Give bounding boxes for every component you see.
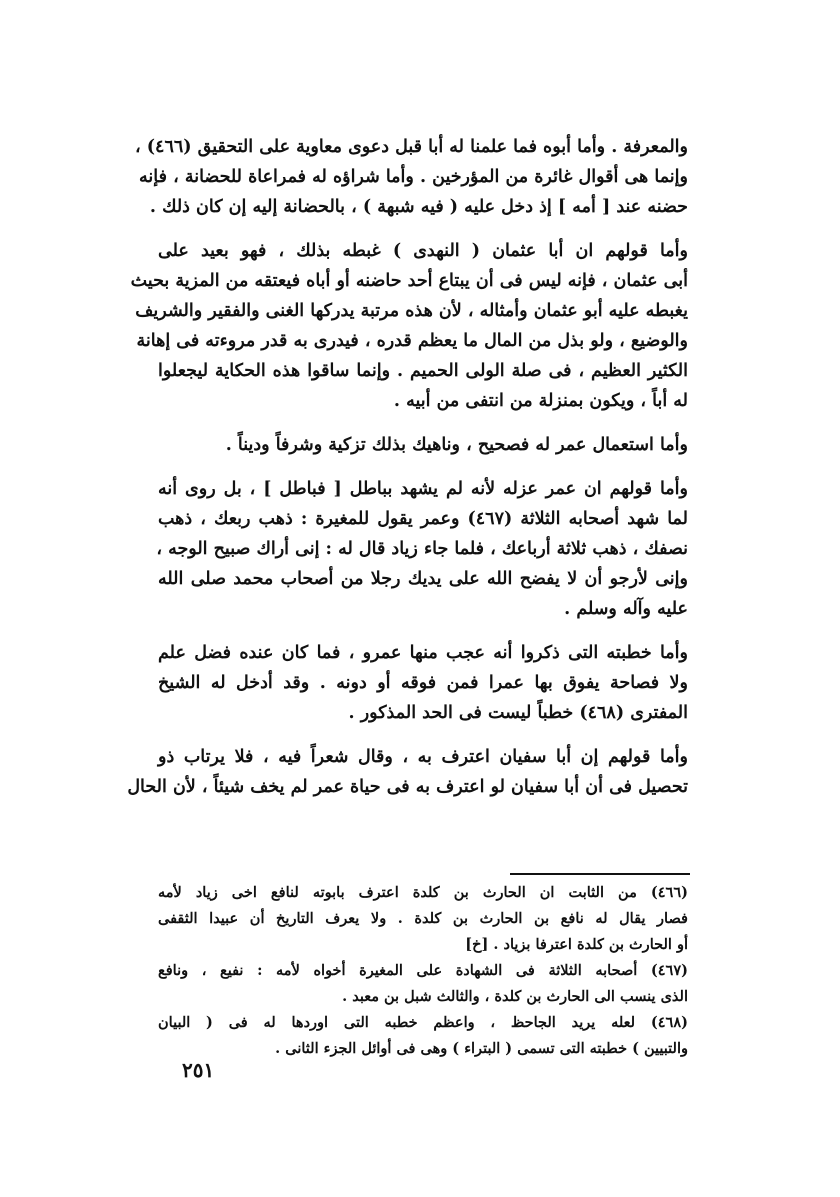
paragraph-6 (127, 742, 688, 802)
footnote-line: (٤٦٦) من الثابت ان الحارث بن كلدة اعترف بابوته لنافع اخى زياد لأمه (158, 884, 688, 901)
text-line: الكثير العظيم ، فى صلة الولى الحميم . وإنما ساقوا هذه الحكاية ليجعلوا (158, 361, 688, 381)
text-line: لما شهد أصحابه الثلاثة (٤٦٧) وعمر يقول للمغيرة : ذهب ربعك ، ذهب (158, 509, 688, 529)
footnote-line: الذى ينسب الى الحارث بن كلدة ، والثالث شبل بن معبد . (342, 988, 688, 1005)
text-line: والمعرفة . وأما أبوه فما علمنا له أبا قبل دعوى معاوية على التحقيق (٤٦٦) ، (135, 137, 688, 157)
paragraph-3 (158, 430, 688, 460)
text-line: والوضيع ، ولو بذل من المال ما يعظم قدره ، فيدرى به قدر مروءته فى إهانة (136, 331, 688, 351)
text-line: ولا فصاحة يفوق بها عمرا فمن فوقه أو دونه . وقد أدخل له الشيخ (158, 673, 688, 693)
text-line: المفترى (٤٦٨) خطباً ليست فى الحد المذكور . (348, 703, 688, 723)
footnote-separator (510, 873, 690, 875)
footnote-line: أو الحارث بن كلدة اعترفا بزياد . [خ] (465, 936, 688, 953)
footnote-466 (158, 880, 688, 958)
footnote-line: (٤٦٨) لعله يريد الجاحظ ، واعظم خطبه التى اوردها له فى ( البيان (158, 1014, 688, 1031)
footnotes (158, 880, 688, 1062)
text-line: تحصيل فى أن أبا سفيان لو اعترف به فى حياة عمر لم يخف شيئاً ، لأن الحال (127, 777, 688, 797)
text-line: وأما قولهم ان عمر عزله لأنه لم يشهد بباطل [ فباطل ] ، بل روى أنه (158, 479, 688, 499)
paragraph-1 (135, 132, 688, 222)
text-line: حضنه عند [ أمه ] إذ دخل عليه ( فيه شبهة ) ، بالحضانة إليه إن كان ذلك . (149, 197, 688, 217)
text-line: وإنما هى أقوال غائرة من المؤرخين . وأما شراؤه له فمراعاة للحضانة ، فإنه (139, 167, 688, 187)
footnote-line: والتبيين ) خطبته التى تسمى ( البتراء ) وهى فى أوائل الجزء الثانى . (275, 1040, 688, 1057)
footnote-467 (158, 958, 688, 1010)
footnote-line: (٤٦٧) أصحابه الثلاثة فى الشهادة على المغيرة أخواه لأمه : نفيع ، ونافع (158, 962, 688, 979)
footnote-468 (158, 1010, 688, 1062)
text-line: له أباً ، ويكون بمنزلة من انتفى من أبيه . (393, 391, 688, 411)
text-line: وأما استعمال عمر له فصحيح ، وناهيك بذلك تزكية وشرفاً وديناً . (225, 435, 688, 455)
text-line: يغبطه عليه أبو عثمان وأمثاله ، لأن هذه مرتبة يدركها الغنى والفقير والشريف (135, 301, 688, 321)
paragraph-5 (158, 638, 688, 728)
page-number: ٢٥١ (182, 1058, 215, 1082)
text-line: أبى عثمان ، فإنه ليس فى أن يبتاع أحد حاضنه أو أباه فيعتقه من المزية بحيث (130, 271, 688, 291)
main-text (127, 132, 688, 802)
paragraph-2 (130, 236, 688, 416)
text-line: وأما قولهم إن أبا سفيان اعترف به ، وقال شعراً فيه ، فلا يرتاب ذو (158, 747, 688, 767)
paragraph-4 (158, 474, 688, 624)
text-line: نصفك ، ذهب ثلاثة أرباعك ، فلما جاء زياد قال له : إنى أراك صبيح الوجه ، (156, 539, 688, 559)
text-line: وإنى لأرجو أن لا يفضح الله على يديك رجلا من أصحاب محمد صلى الله (158, 569, 688, 589)
text-line: وأما خطبته التى ذكروا أنه عجب منها عمرو ، فما كان عنده فضل علم (158, 643, 688, 663)
footnote-line: فصار يقال له نافع بن الحارث بن كلدة . ولا يعرف التاريخ أن عبيدا الثقفى (158, 910, 688, 927)
text-line: وأما قولهم ان أبا عثمان ( النهدى ) غبطه بذلك ، فهو بعيد على (158, 241, 688, 261)
text-line: عليه وآله وسلم . (564, 599, 688, 619)
